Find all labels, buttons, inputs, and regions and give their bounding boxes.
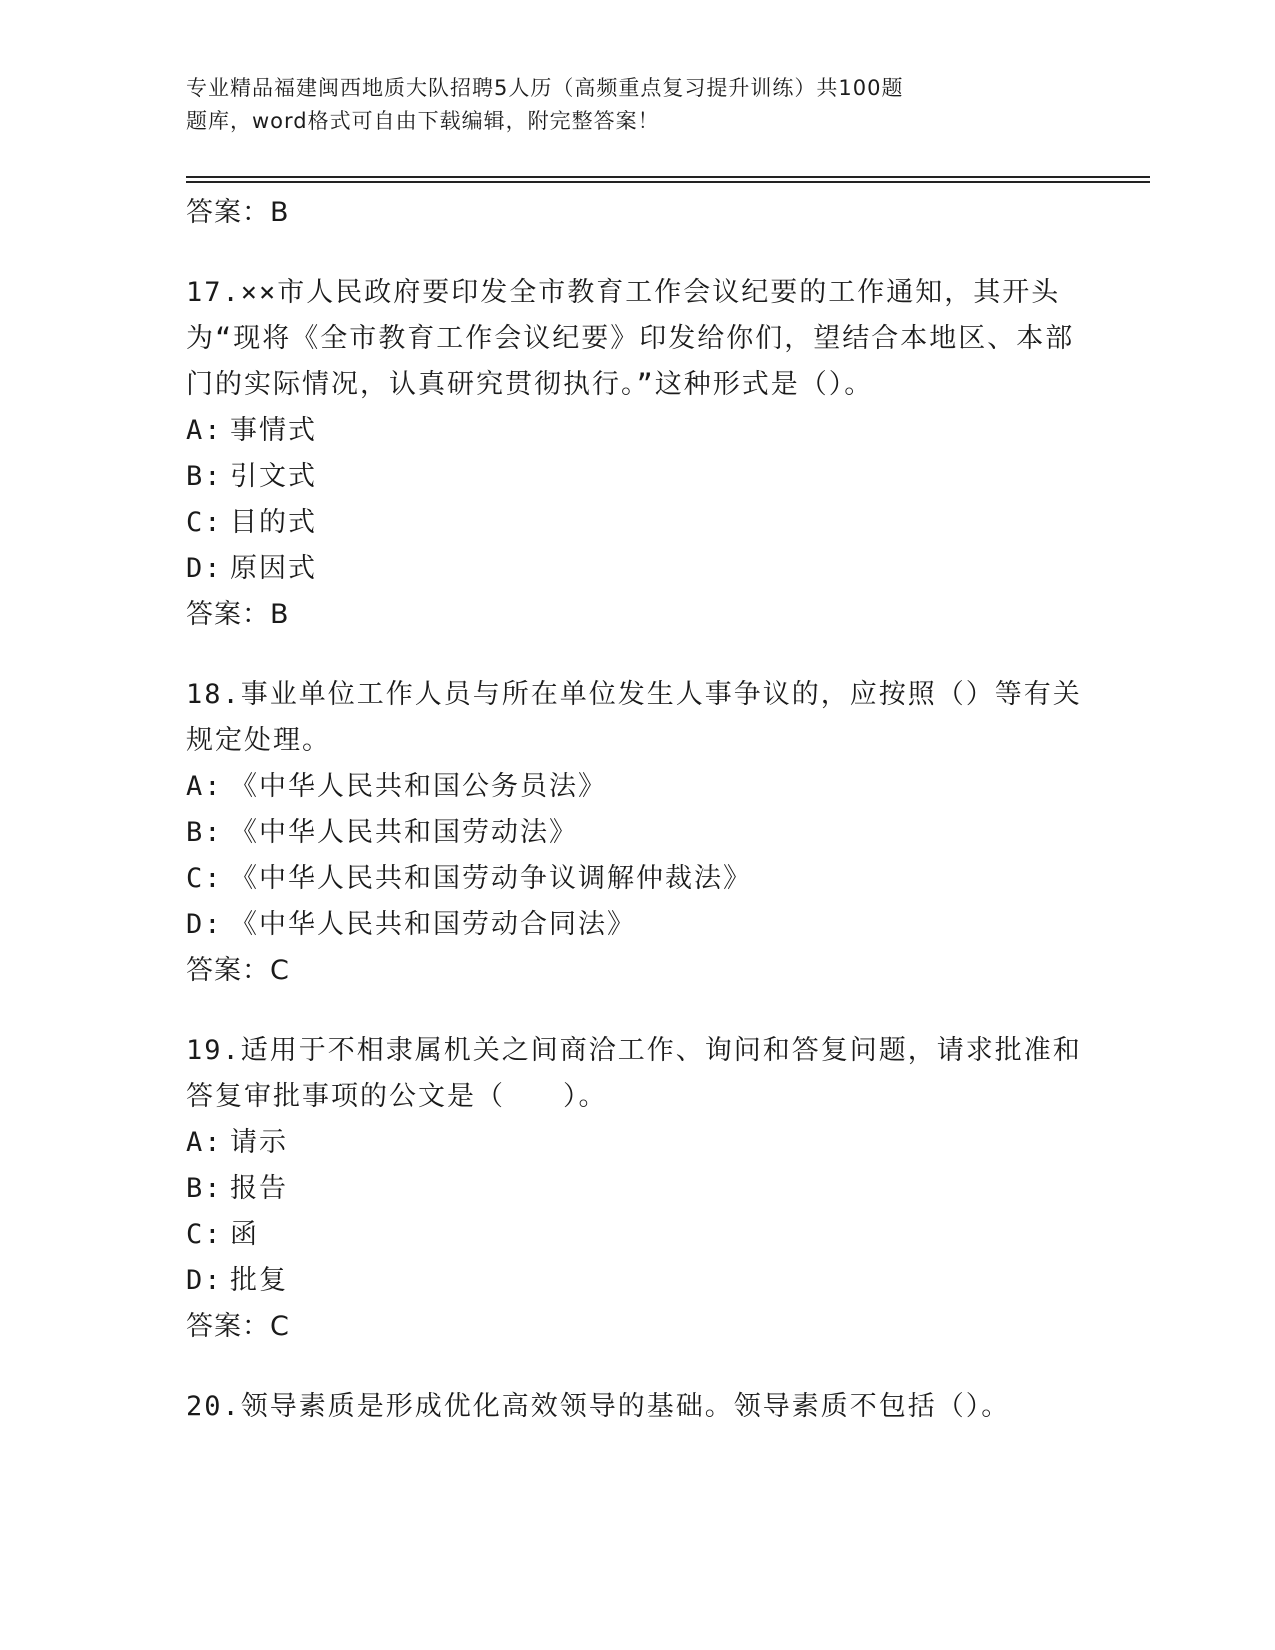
option-letter: C: [186, 1219, 223, 1250]
option-c [186, 856, 1086, 902]
question-block-20 [186, 1384, 1086, 1430]
option-letter: B: [186, 1173, 223, 1204]
option-letter: A: [186, 415, 223, 446]
option-text: 《中华人民共和国公务员法》 [230, 771, 607, 802]
answer-line: 答案：C [186, 1311, 290, 1342]
option-d [186, 902, 1086, 948]
option-text: 函 [230, 1219, 259, 1250]
option-letter: D: [186, 909, 223, 940]
option-letter: A: [186, 1127, 223, 1158]
option-text: 报告 [230, 1173, 288, 1204]
option-text: 请示 [230, 1127, 288, 1158]
option-text: 原因式 [230, 553, 317, 584]
page-header [186, 72, 1046, 138]
header-line-1: 专业精品福建闽西地质大队招聘5人历（高频重点复习提升训练）共100题 [186, 76, 904, 100]
question-text: 19.适用于不相隶属机关之间商洽工作、询问和答复问题，请求批准和答复审批事项的公文是（ ）。 [186, 1035, 1082, 1112]
question-block-18 [186, 672, 1086, 994]
header-rule-top [186, 176, 1150, 178]
option-letter: D: [186, 1265, 223, 1296]
option-letter: B: [186, 461, 223, 492]
option-a [186, 408, 1086, 454]
option-letter: A: [186, 771, 223, 802]
question-text: 17.××市人民政府要印发全市教育工作会议纪要的工作通知，其开头为“现将《全市教育工作会议纪要》印发给你们，望结合本地区、本部门的实际情况，认真研究贯彻执行。”这种形式是（）。 [186, 277, 1075, 400]
option-b [186, 454, 1086, 500]
question-text: 20.领导素质是形成优化高效领导的基础。领导素质不包括（）。 [186, 1391, 1011, 1422]
option-text: 《中华人民共和国劳动合同法》 [230, 909, 636, 940]
option-text: 《中华人民共和国劳动争议调解仲裁法》 [230, 863, 752, 894]
option-c [186, 1212, 1086, 1258]
option-text: 引文式 [230, 461, 317, 492]
option-a [186, 764, 1086, 810]
option-b [186, 1166, 1086, 1212]
header-rule-bottom [186, 181, 1150, 183]
option-letter: D: [186, 553, 223, 584]
option-text: 《中华人民共和国劳动法》 [230, 817, 578, 848]
option-d [186, 1258, 1086, 1304]
option-letter: C: [186, 863, 223, 894]
option-text: 目的式 [230, 507, 317, 538]
answer-line: 答案：B [186, 599, 290, 630]
option-text: 批复 [230, 1265, 288, 1296]
question-block-19 [186, 1028, 1086, 1350]
option-a [186, 1120, 1086, 1166]
option-letter: B: [186, 817, 223, 848]
header-line-2: 题库，word格式可自由下载编辑，附完整答案！ [186, 109, 660, 133]
option-text: 事情式 [230, 415, 317, 446]
question-text: 18.事业单位工作人员与所在单位发生人事争议的，应按照（）等有关规定处理。 [186, 679, 1082, 756]
answer-line: 答案：C [186, 955, 290, 986]
option-d [186, 546, 1086, 592]
page-content [186, 190, 1086, 1430]
option-b [186, 810, 1086, 856]
answer-line: 答案：B [186, 197, 290, 228]
question-block-17 [186, 270, 1086, 638]
option-c [186, 500, 1086, 546]
option-letter: C: [186, 507, 223, 538]
